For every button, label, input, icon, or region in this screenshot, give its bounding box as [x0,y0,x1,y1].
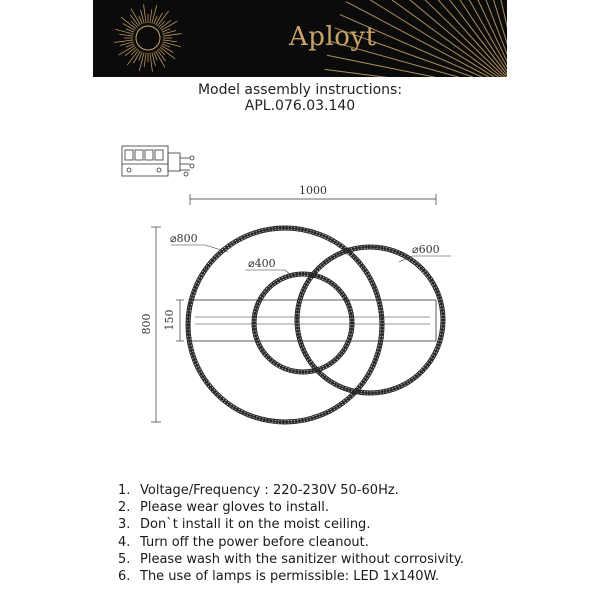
ring-label-small: ⌀400 [248,257,276,270]
list-item: 4. Turn off the power before cleanout. [118,534,369,550]
mounting-bar [189,300,436,341]
brand-logo-text: Aployt [289,22,377,52]
height-label: 800 [140,313,153,335]
model-number: APL.076.03.140 [244,98,356,114]
width-label: 1000 [299,184,327,197]
list-item: 1. Voltage/Frequency : 220-230V 50-60Hz. [118,483,399,498]
instruction-notes [118,482,464,585]
instructions-title: Model assembly instructions: [197,82,403,98]
ring-label-medium: ⌀600 [412,243,440,256]
bar-height-dimension [176,300,184,341]
list-item: 2. Please wear gloves to install. [118,500,330,516]
list-item: 3. Don`t install it on the moist ceiling. [118,517,371,533]
list-item: 6. The use of lamps is permissible: LED 1x140W. [118,569,440,585]
terminal-block-icon [122,146,194,176]
ring-label-large: ⌀800 [170,232,198,245]
bar-height-label: 150 [163,309,176,331]
list-item: 5. Please wash with the sanitizer without corrosivity. [118,551,464,567]
